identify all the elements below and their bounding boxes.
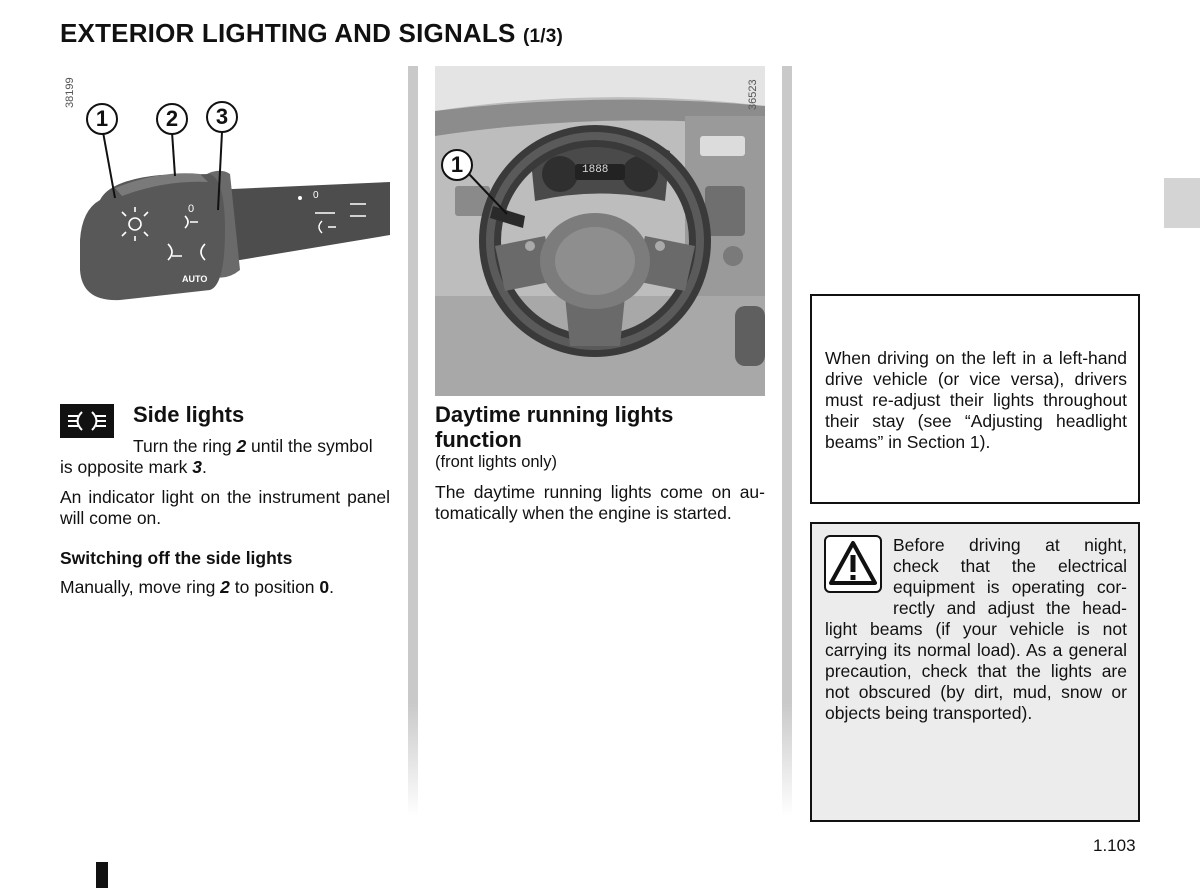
side-lights-line-1: Turn the ring 2 until the symbol (133, 436, 373, 456)
info-note-text: When driving on the left in a left-hand drive vehicle (or vice versa), drivers must re-adjust their lights throughout their stay (see “Adjusting headlight beams” in Section 1). (825, 348, 1127, 452)
side-lights-instructions (60, 436, 390, 538)
switch-off-heading: Switching off the side lights (60, 548, 293, 568)
info-note-box (810, 294, 1140, 504)
stalk-position-0: 0 (188, 203, 195, 215)
callout-2-stalk: 2 (156, 103, 188, 135)
warning-line-2: check that the electrical (893, 556, 1127, 576)
stalk-figure (60, 70, 395, 310)
page-title (60, 18, 563, 49)
stalk-auto-label: AUTO (182, 274, 208, 284)
side-lights-line-2: is opposite mark 3. (60, 457, 207, 477)
dashboard-figure (435, 66, 765, 396)
warning-line-4: rectly and adjust the head- (893, 598, 1127, 618)
indicator-light-text: An indicator light on the instrument panel will come on. (60, 487, 390, 528)
section-tab (1164, 178, 1200, 228)
drl-heading: Daytime running lights function (435, 402, 674, 452)
page-part: (1/3) (522, 26, 564, 47)
steering-wheel-illustration (435, 66, 765, 396)
callout-3-stalk: 3 (206, 101, 238, 133)
side-lights-symbol-icon (60, 404, 114, 438)
page-title-text: EXTERIOR LIGHTING AND SIGNALS (60, 18, 516, 48)
warning-line-1: Before driving at night, (893, 535, 1127, 555)
warning-note-box (810, 522, 1140, 822)
figure-code-left: 38199 (64, 77, 76, 108)
warning-line-3: equipment is operating cor- (893, 577, 1127, 597)
figure-code-middle: 36523 (747, 79, 759, 110)
drl-description: The daytime running lights come on automatically when the engine is started. (435, 482, 765, 523)
column-divider-left (408, 66, 418, 816)
warning-rest: light beams (if your vehicle is not carrying its normal load). As a general precaution, check that the lights are not obscured (by dirt, mud, snow or objects being transported). (825, 619, 1127, 723)
callout-1-stalk: 1 (86, 103, 118, 135)
column-divider-right (782, 66, 792, 816)
cluster-display: 1888 (582, 164, 609, 176)
page-number: 1.103 (1093, 836, 1136, 855)
crop-mark (96, 862, 108, 888)
callout-1-dashboard: 1 (441, 149, 473, 181)
drl-subheading: (front lights only) (435, 453, 557, 471)
switch-off-text: Manually, move ring 2 to position 0. (60, 577, 335, 597)
stalk-ring-position-0: 0 (313, 190, 319, 201)
warning-note-text (825, 535, 1127, 724)
side-lights-heading: Side lights (133, 402, 245, 427)
